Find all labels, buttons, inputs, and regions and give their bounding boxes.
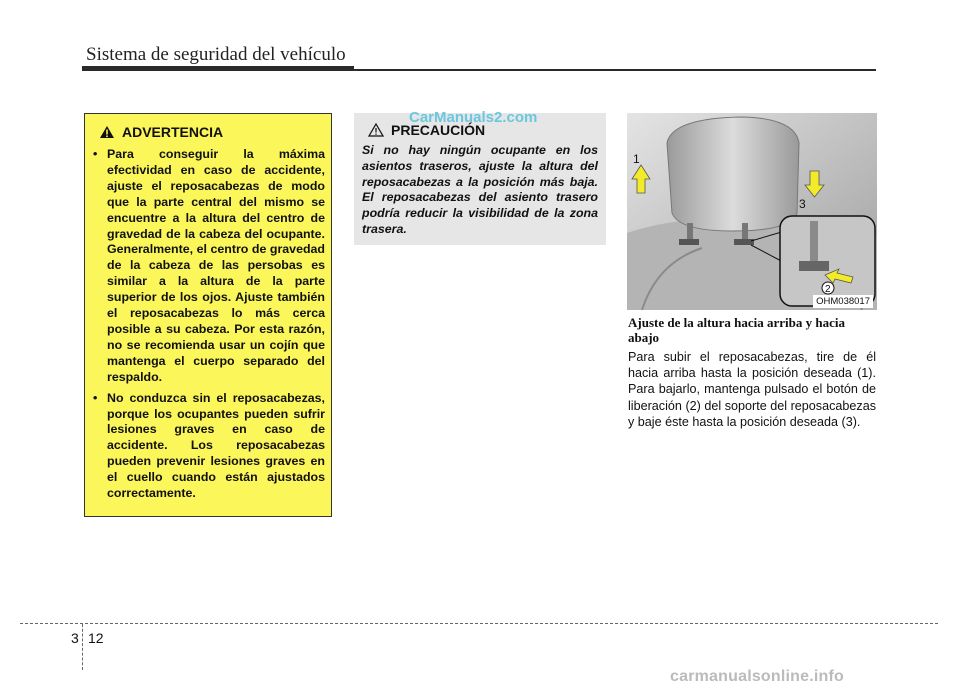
warning-heading-text: ADVERTENCIA [122,124,224,140]
footer-divider [82,624,83,670]
warning-bullet: • Para conseguir la máxima efectividad en caso de accidente, ajuste el reposacabezas de modo que la parte central del mismo se encuentre a la altura del centro de gravedad de la cabeza del ocupante. Generalmente, el centro de gravedad de la cabeza de las persobas es similar a la altura de la parte superior de los ojos. Ajuste también el reposacabezas lo más cerca posible a su cabeza. Por esta razón, no se recomienda usar un cojín que mantenga el cuerpo separado del respaldo. [93,147,325,384]
caution-box [354,113,606,245]
headrest-illustration [627,113,877,310]
section-number: 3 [71,630,79,646]
svg-text:1: 1 [633,152,640,166]
page-number: 12 [88,630,104,646]
svg-text:3: 3 [799,197,806,211]
warning-bullet: • No conduzca sin el reposacabezas, porque los ocupantes pueden sufrir lesiones graves en caso de accidente. Los reposacabezas pueden prevenir lesiones graves en el cuello cuando están ajustados correctamente. [93,390,325,501]
section-subheading: Ajuste de la altura hacia arriba y hacia abajo [628,315,846,345]
figure-code: OHM038017 [813,295,873,308]
footer-rule [20,623,938,624]
header-rule-thin [354,69,876,71]
site-watermark: carmanualsonline.info [670,668,845,685]
warning-list [93,147,325,507]
caution-heading-text: PRECAUCIÓN [391,122,486,138]
header-rule-thick [82,66,354,71]
warning-bullet-text: No conduzca sin el reposacabezas, porque los ocupantes pueden sufrir lesiones graves en caso de accidente. Los reposacabezas pueden prevenir lesiones graves en el cuello cuando están ajustados correctamente. [107,390,325,501]
headrest-drawing [627,113,877,310]
warning-box [84,113,332,517]
page-header-title: Sistema de seguridad del vehículo [86,44,346,65]
warning-bullet-text: Para conseguir la máxima efectividad en caso de accidente, ajuste el reposacabezas de modo que la parte central del mismo se encuentre a la altura del centro de gravedad de la cabeza del ocupante. Generalmente, el centro de gravedad de la cabeza de las persobas es similar a la altura de la parte superior de los ojos. Ajuste también el reposacabezas lo más cerca posible a su cabeza. Por esta razón, no se recomienda usar un cojín que mantenga el cuerpo separado del respaldo. [107,147,325,384]
warning-triangle-icon [99,125,115,139]
caution-triangle-icon [368,123,384,137]
caution-text: Si no hay ningún ocupante en los asientos traseros, ajuste la altura del reposacabezas a la posición más baja. El reposacabezas del asiento trasero podría reducir la visibilidad de la zona trasera. [362,143,598,236]
svg-text:2: 2 [825,284,831,295]
watermark-text: CarManuals2.com [409,109,538,126]
warning-heading [99,124,223,140]
section-body: Para subir el reposacabezas, tire de él hacia arriba hasta la posición deseada (1). Para bajarlo, mantenga pulsado el botón de liberación (2) del soporte del reposacabezas y baje éste hasta la posición deseada (3). [628,350,876,429]
